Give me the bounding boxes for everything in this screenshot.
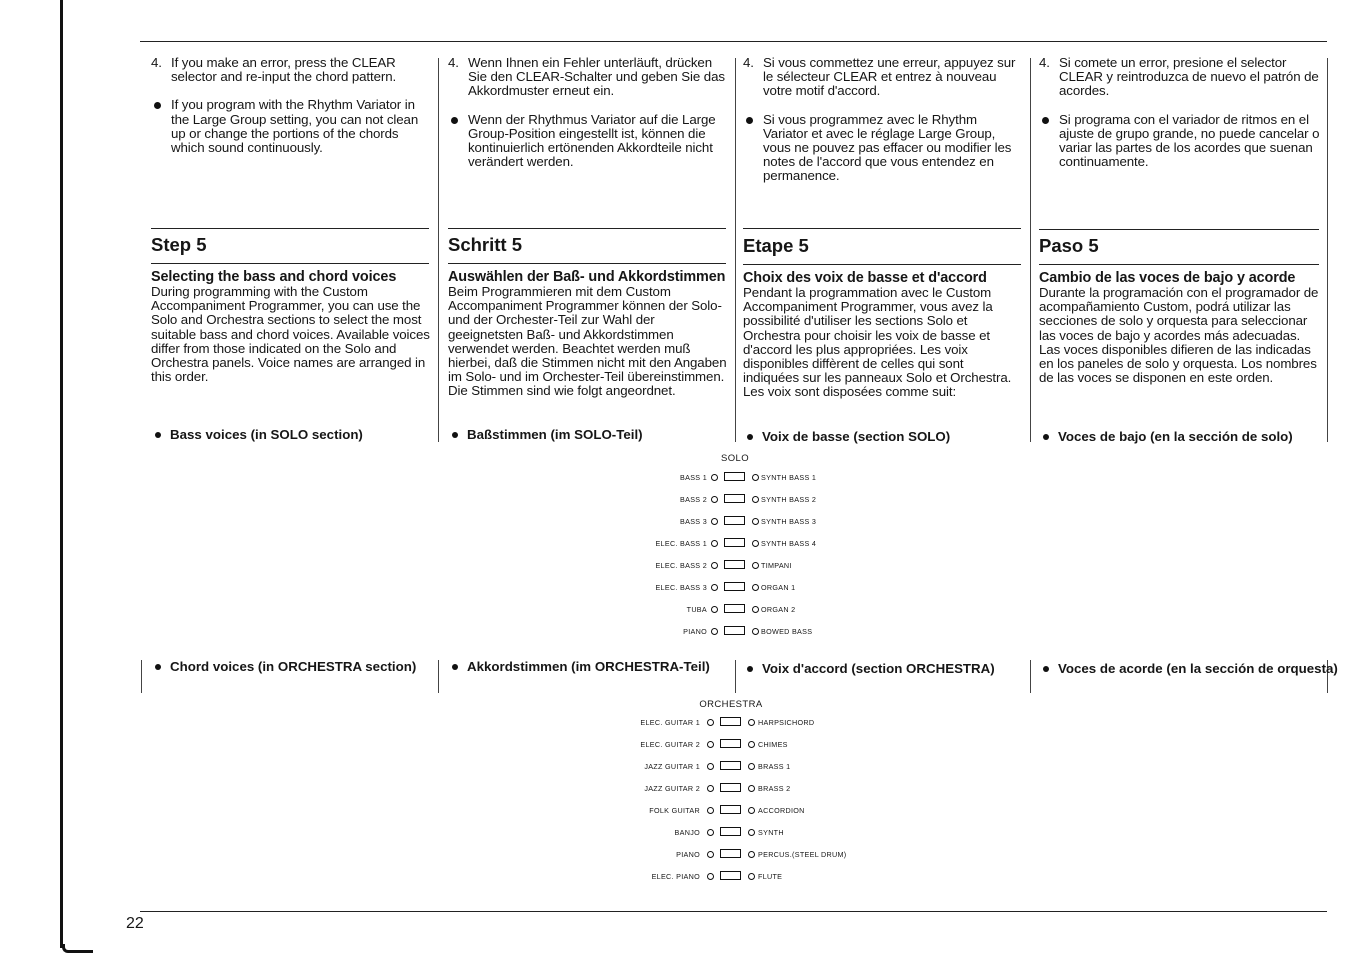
voice-selector-button: [720, 827, 741, 836]
bullet-icon: [1043, 666, 1049, 672]
voice-label-left: BASS 1: [680, 473, 707, 482]
label-text: Voix de basse (section SOLO): [762, 429, 951, 444]
voice-label-left: JAZZ GUITAR 2: [644, 784, 700, 793]
section-subheading: Auswählen der Baß- und Akkordstimmen: [448, 269, 726, 285]
section-body: Beim Programmieren mit dem Custom Accompaniment Programmer können der Solo- und der Orchester-Teil zur Wahl der geeignetsten Baß- und Akkordstimmen verwendet werden. Beachtet werden muß hierbei, daß die Stimmen nicht mit den Angaben im Solo- und im Orchester-Teil übereinstimmen. Die Stimmen sind wie folgt angeordnet.: [448, 284, 727, 399]
label-text: Bass voices (in SOLO section): [170, 427, 363, 442]
voice-selector-button: [720, 739, 741, 748]
voice-row: [0, 804, 1351, 816]
voice-selector-button: [724, 494, 745, 503]
item-text: If you make an error, press the CLEAR selector and re-input the chord pattern.: [171, 55, 397, 85]
bass-voices-label: [448, 428, 643, 443]
voice-label-right: SYNTH BASS 1: [761, 473, 817, 482]
item-number: 4.: [1039, 55, 1050, 70]
label-text: Baßstimmen (im SOLO-Teil): [467, 427, 643, 442]
item-number: 4.: [151, 55, 162, 70]
indicator-lamp-icon: [707, 807, 714, 814]
bass-voices-label: [743, 430, 950, 445]
indicator-lamp-icon: [748, 719, 755, 726]
indicator-lamp-icon: [748, 873, 755, 880]
numbered-item: [448, 56, 728, 99]
step-rule: [743, 264, 1021, 265]
label-text: Voces de bajo (en la sección de solo): [1058, 429, 1293, 444]
voice-row: [0, 782, 1351, 794]
step-rule: [151, 228, 429, 229]
bullet-icon: [154, 102, 161, 109]
top-rule: [140, 41, 1327, 42]
chord-voices-label: [743, 662, 1042, 677]
indicator-lamp-icon: [707, 741, 714, 748]
voice-label-left: ELEC. BASS 3: [655, 583, 707, 592]
voice-label-left: ELEC. BASS 1: [655, 539, 707, 548]
indicator-lamp-icon: [748, 785, 755, 792]
chord-voices-label: [448, 660, 747, 675]
voice-selector-button: [724, 538, 745, 547]
voice-selector-button: [720, 805, 741, 814]
indicator-lamp-icon: [711, 606, 718, 613]
voice-label-left: TUBA: [686, 605, 707, 614]
orchestra-panel-title: ORCHESTRA: [699, 699, 763, 710]
numbered-item: [743, 56, 1023, 99]
indicator-lamp-icon: [752, 584, 759, 591]
section-subheading: Cambio de las voces de bajo y acorde: [1039, 270, 1296, 286]
voice-row: [0, 603, 1351, 615]
item-text: Si comete un error, presione el selector CLEAR y reintroduzca de nuevo el patrón de acordes.: [1059, 55, 1319, 99]
voice-label-right: ORGAN 1: [761, 583, 796, 592]
voice-selector-button: [720, 761, 741, 770]
column-spanish: [1039, 56, 1321, 169]
voice-row: [0, 515, 1351, 527]
step-title: Step 5: [151, 234, 207, 255]
item-number: 4.: [448, 55, 459, 70]
voice-label-right: SYNTH BASS 2: [761, 495, 817, 504]
voice-label-left: ELEC. PIANO: [651, 872, 700, 881]
voice-row: [0, 493, 1351, 505]
label-text: Voix d'accord (section ORCHESTRA): [762, 661, 995, 676]
indicator-lamp-icon: [748, 807, 755, 814]
bullet-icon: [1043, 434, 1049, 440]
indicator-lamp-icon: [752, 518, 759, 525]
voice-label-right: HARPSICHORD: [758, 718, 815, 727]
voice-label-left: PIANO: [683, 627, 707, 636]
bullet-icon: [155, 664, 161, 670]
voice-row: [0, 870, 1351, 882]
voice-row: [0, 471, 1351, 483]
bullet-icon: [1042, 117, 1049, 124]
item-text: Si vous commettez une erreur, appuyez sur le sélecteur CLEAR et entrez à nouveau votre motif d'accord.: [763, 55, 1016, 99]
column-german: [448, 56, 728, 169]
column-divider: [1327, 58, 1328, 442]
voice-label-left: PIANO: [676, 850, 700, 859]
voice-selector-button: [724, 604, 745, 613]
indicator-lamp-icon: [707, 873, 714, 880]
bullet-icon: [155, 432, 161, 438]
voice-selector-button: [720, 871, 741, 880]
voice-label-right: BRASS 2: [758, 784, 791, 793]
solo-panel-title: SOLO: [721, 453, 749, 464]
step-section-french: [743, 271, 1023, 400]
label-text: Akkordstimmen (im ORCHESTRA-Teil): [467, 659, 710, 674]
step-title: Paso 5: [1039, 235, 1099, 256]
voice-label-left: ELEC. GUITAR 2: [640, 740, 700, 749]
indicator-lamp-icon: [748, 829, 755, 836]
indicator-lamp-icon: [752, 496, 759, 503]
bullet-icon: [747, 666, 753, 672]
bass-voices-label: [1039, 430, 1293, 445]
indicator-lamp-icon: [752, 540, 759, 547]
step-rule: [743, 228, 1021, 229]
voice-row: [0, 760, 1351, 772]
bass-voices-label: [151, 428, 363, 443]
indicator-lamp-icon: [711, 474, 718, 481]
label-text: Voces de acorde (en la sección de orquesta): [1058, 661, 1338, 676]
numbered-item: [1039, 56, 1321, 99]
indicator-lamp-icon: [711, 628, 718, 635]
section-subheading: Choix des voix de basse et d'accord: [743, 270, 987, 286]
voice-label-right: BRASS 1: [758, 762, 791, 771]
bullet-text: Si vous programmez avec le Rhythm Variator et avec le réglage Large Group, vous ne pouvez pas effacer ou modifier les notes de l'accord que vous entendez en permanence.: [763, 111, 1012, 184]
voice-label-left: FOLK GUITAR: [649, 806, 700, 815]
bullet-item: [1039, 113, 1321, 170]
voice-label-right: FLUTE: [758, 872, 783, 881]
voice-label-right: SYNTH BASS 4: [761, 539, 817, 548]
voice-selector-button: [724, 516, 745, 525]
step-rule: [1039, 264, 1319, 265]
binding-hook: [62, 944, 93, 953]
column-english: [151, 56, 431, 155]
chord-voices-label: [151, 660, 450, 675]
indicator-lamp-icon: [748, 763, 755, 770]
bullet-icon: [452, 432, 458, 438]
bullet-icon: [452, 664, 458, 670]
column-french: [743, 56, 1023, 184]
indicator-lamp-icon: [711, 562, 718, 569]
indicator-lamp-icon: [748, 851, 755, 858]
voice-selector-button: [720, 783, 741, 792]
bullet-item: [151, 98, 431, 155]
voice-label-left: BANJO: [674, 828, 700, 837]
voice-selector-button: [720, 717, 741, 726]
indicator-lamp-icon: [711, 540, 718, 547]
column-divider: [438, 58, 439, 442]
step-rule: [448, 263, 726, 264]
voice-label-right: TIMPANI: [761, 561, 792, 570]
item-number: 4.: [743, 55, 754, 70]
bullet-icon: [451, 117, 458, 124]
voice-row: [0, 826, 1351, 838]
voice-label-right: ORGAN 2: [761, 605, 796, 614]
voice-row: [0, 738, 1351, 750]
voice-selector-button: [724, 626, 745, 635]
indicator-lamp-icon: [707, 785, 714, 792]
bullet-item: [743, 113, 1023, 184]
indicator-lamp-icon: [707, 763, 714, 770]
column-divider: [141, 660, 142, 693]
bullet-icon: [747, 434, 753, 440]
indicator-lamp-icon: [752, 628, 759, 635]
section-body: Pendant la programmation avec le Custom Accompaniment Programmer, vous avez la possibilité d'utiliser les sections Solo et Orchestra pour choisir les voix de basse et d'accord les plus appropriées. Les voix disponibles diffèrent de celles qui sont indiquées sur les panneaux Solo et Orchestra. Les voix sont disposées comme suit:: [743, 285, 1012, 400]
indicator-lamp-icon: [711, 518, 718, 525]
voice-label-right: CHIMES: [758, 740, 788, 749]
voice-label-right: BOWED BASS: [761, 627, 813, 636]
indicator-lamp-icon: [748, 741, 755, 748]
step-title: Schritt 5: [448, 234, 523, 255]
voice-row: [0, 559, 1351, 571]
voice-selector-button: [720, 849, 741, 858]
voice-selector-button: [724, 560, 745, 569]
voice-row: [0, 716, 1351, 728]
column-divider: [735, 58, 736, 442]
step-rule: [448, 228, 726, 229]
bullet-text: If you program with the Rhythm Variator in the Large Group setting, you can not clean up or change the portions of the chords which sound continuously.: [171, 97, 419, 156]
voice-selector-button: [724, 582, 745, 591]
section-subheading: Selecting the bass and chord voices: [151, 269, 397, 285]
voice-label-right: SYNTH: [758, 828, 784, 837]
step-section-german: [448, 270, 728, 399]
voice-label-right: ACCORDION: [758, 806, 805, 815]
voice-label-left: JAZZ GUITAR 1: [644, 762, 700, 771]
bullet-text: Si programa con el variador de ritmos en el ajuste de grupo grande, no puede cancelar o variar las partes de los acordes que suenan continuamente.: [1059, 111, 1320, 170]
indicator-lamp-icon: [711, 584, 718, 591]
indicator-lamp-icon: [707, 829, 714, 836]
voice-row: [0, 848, 1351, 860]
voice-label-right: PERCUS.(STEEL DRUM): [758, 850, 847, 859]
bullet-icon: [746, 117, 753, 124]
chord-voices-label: [1039, 662, 1338, 677]
voice-row: [0, 625, 1351, 637]
voice-label-right: SYNTH BASS 3: [761, 517, 817, 526]
voice-label-left: BASS 3: [680, 517, 707, 526]
voice-label-left: BASS 2: [680, 495, 707, 504]
step-rule: [1039, 229, 1319, 230]
indicator-lamp-icon: [752, 474, 759, 481]
indicator-lamp-icon: [711, 496, 718, 503]
indicator-lamp-icon: [707, 851, 714, 858]
section-body: During programming with the Custom Accompaniment Programmer, you can use the Solo and Orchestra sections to select the most suitable bass and chord voices. Available voices differ from those indicated on the Solo and Orchestra panels. Voice names are arranged in this order.: [151, 284, 430, 385]
voice-label-left: ELEC. BASS 2: [655, 561, 707, 570]
section-body: Durante la programación con el programador de acompañamiento Custom, podrá utilizar las secciones de solo y orquesta para seleccionar las voces de bajo y acordes más adecuadas. Las voces disponibles difieren de las indicadas en los paneles de solo y orquesta. Los nombres de las voces se disponen en este orden.: [1039, 285, 1319, 386]
indicator-lamp-icon: [752, 562, 759, 569]
bullet-text: Wenn der Rhythmus Variator auf die Large Group-Position eingestellt ist, können die kontinuierlich ertönenden Akkordteile nicht verändert werden.: [468, 111, 716, 170]
bullet-item: [448, 113, 728, 170]
page-number: 22: [126, 915, 144, 932]
indicator-lamp-icon: [707, 719, 714, 726]
bottom-rule: [140, 911, 1327, 912]
step-section-english: [151, 270, 431, 384]
voice-selector-button: [724, 472, 745, 481]
step-section-spanish: [1039, 271, 1321, 385]
item-text: Wenn Ihnen ein Fehler unterläuft, drücken Sie den CLEAR-Schalter und geben Sie das Akkordmuster erneut ein.: [468, 55, 725, 99]
voice-label-left: ELEC. GUITAR 1: [640, 718, 700, 727]
indicator-lamp-icon: [752, 606, 759, 613]
step-rule: [151, 263, 429, 264]
column-divider: [1030, 58, 1031, 442]
label-text: Chord voices (in ORCHESTRA section): [170, 659, 417, 674]
voice-row: [0, 581, 1351, 593]
numbered-item: [151, 56, 431, 84]
step-title: Etape 5: [743, 235, 809, 256]
voice-row: [0, 537, 1351, 549]
